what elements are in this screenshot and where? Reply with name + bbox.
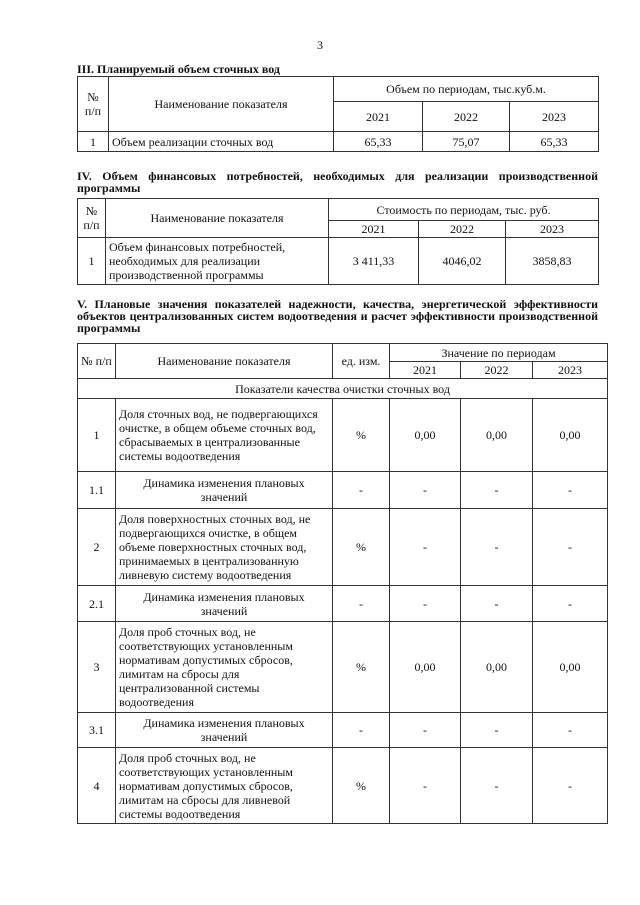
- year-header: 2023: [510, 102, 599, 132]
- row-value: -: [390, 472, 461, 509]
- year-header: 2021: [390, 362, 461, 379]
- row-value: 0,00: [461, 399, 533, 472]
- table-row: [78, 509, 608, 586]
- row-value: 3858,83: [506, 238, 599, 285]
- col-header-unit: ед. изм.: [333, 344, 390, 379]
- section4-table: [77, 198, 599, 285]
- row-value: 3 411,33: [329, 238, 419, 285]
- table-row: [78, 399, 608, 472]
- table-subheader: Показатели качества очистки сточных вод: [78, 379, 608, 399]
- row-name: Динамика изменения плановых значений: [116, 586, 333, 622]
- table-row: [78, 748, 608, 824]
- col-header-name: Наименование показателя: [109, 77, 334, 132]
- col-header-group: Стоимость по периодам, тыс. руб.: [329, 199, 599, 221]
- row-name: Объем финансовых потребностей, необходимых для реализации производственной программы: [106, 238, 329, 285]
- row-value: -: [390, 713, 461, 748]
- row-num: 2.1: [78, 586, 116, 622]
- row-name: Динамика изменения плановых значений: [116, 713, 333, 748]
- row-value: -: [533, 713, 608, 748]
- row-value: -: [533, 472, 608, 509]
- row-unit: %: [333, 622, 390, 713]
- row-name: Динамика изменения плановых значений: [116, 472, 333, 509]
- year-header: 2023: [506, 221, 599, 238]
- row-value: 65,33: [510, 132, 599, 152]
- row-value: 75,07: [423, 132, 510, 152]
- col-header-num: № п/п: [78, 199, 106, 238]
- row-num: 1.1: [78, 472, 116, 509]
- table-row: [78, 713, 608, 748]
- row-value: 0,00: [533, 622, 608, 713]
- row-unit: -: [333, 713, 390, 748]
- col-header-num: № п/п: [78, 77, 109, 132]
- year-header: 2022: [461, 362, 533, 379]
- row-value: -: [461, 713, 533, 748]
- row-unit: -: [333, 586, 390, 622]
- row-value: -: [461, 509, 533, 586]
- row-value: 0,00: [461, 622, 533, 713]
- col-header-group: Значение по периодам: [390, 344, 608, 362]
- row-value: 65,33: [334, 132, 423, 152]
- row-value: -: [533, 748, 608, 824]
- year-header: 2023: [533, 362, 608, 379]
- row-num: 3.1: [78, 713, 116, 748]
- section5-title: V. Плановые значения показателей надежности, качества, энергетической эффективности объектов централизованных систем водоотведения и расчет эффективности производственной программы: [77, 297, 598, 335]
- year-header: 2021: [329, 221, 419, 238]
- section4-title: IV. Объем финансовых потребностей, необходимых для реализации производственной программы: [77, 169, 598, 195]
- row-value: -: [461, 748, 533, 824]
- page-number: 3: [317, 38, 323, 52]
- row-unit: %: [333, 509, 390, 586]
- row-unit: %: [333, 399, 390, 472]
- row-num: 4: [78, 748, 116, 824]
- row-name: Доля проб сточных вод, не соответствующих установленным нормативам допустимых сбросов, лимитам на сбросы для ливневой системы водоотведения: [116, 748, 333, 824]
- year-header: 2021: [334, 102, 423, 132]
- row-value: -: [461, 586, 533, 622]
- row-value: -: [390, 509, 461, 586]
- row-value: -: [461, 472, 533, 509]
- row-num: 1: [78, 399, 116, 472]
- col-header-name: Наименование показателя: [106, 199, 329, 238]
- section5-table: [77, 343, 608, 824]
- row-value: 0,00: [390, 399, 461, 472]
- row-name: Доля сточных вод, не подвергающихся очистке, в общем объеме сточных вод, сбрасываемых в централизованные системы водоотведения: [116, 399, 333, 472]
- row-value: -: [533, 586, 608, 622]
- year-header: 2022: [419, 221, 506, 238]
- row-unit: -: [333, 472, 390, 509]
- row-num: 3: [78, 622, 116, 713]
- year-header: 2022: [423, 102, 510, 132]
- row-value: -: [390, 748, 461, 824]
- table-row: [78, 238, 599, 285]
- row-value: 0,00: [390, 622, 461, 713]
- table-row: [78, 472, 608, 509]
- row-name: Доля поверхностных сточных вод, не подвергающихся очистке, в общем объеме поверхностных сточных вод, принимаемых в централизованную ливневую систему водоотведения: [116, 509, 333, 586]
- row-value: 0,00: [533, 399, 608, 472]
- col-header-name: Наименование показателя: [116, 344, 333, 379]
- row-num: 1: [78, 238, 106, 285]
- row-value: -: [390, 586, 461, 622]
- row-value: -: [533, 509, 608, 586]
- section3-table: [77, 76, 599, 152]
- row-num: 1: [78, 132, 109, 152]
- col-header-num: № п/п: [78, 344, 116, 379]
- row-value: 4046,02: [419, 238, 506, 285]
- section3-title: III. Планируемый объем сточных вод: [77, 62, 280, 76]
- row-name: Доля проб сточных вод, не соответствующих установленным нормативам допустимых сбросов, лимитам на сбросы для централизованной системы водоотведения: [116, 622, 333, 713]
- row-unit: %: [333, 748, 390, 824]
- row-name: Объем реализации сточных вод: [109, 132, 334, 152]
- table-row: [78, 586, 608, 622]
- table-row: [78, 622, 608, 713]
- table-row: [78, 132, 599, 152]
- row-num: 2: [78, 509, 116, 586]
- col-header-group: Объем по периодам, тыс.куб.м.: [334, 77, 599, 102]
